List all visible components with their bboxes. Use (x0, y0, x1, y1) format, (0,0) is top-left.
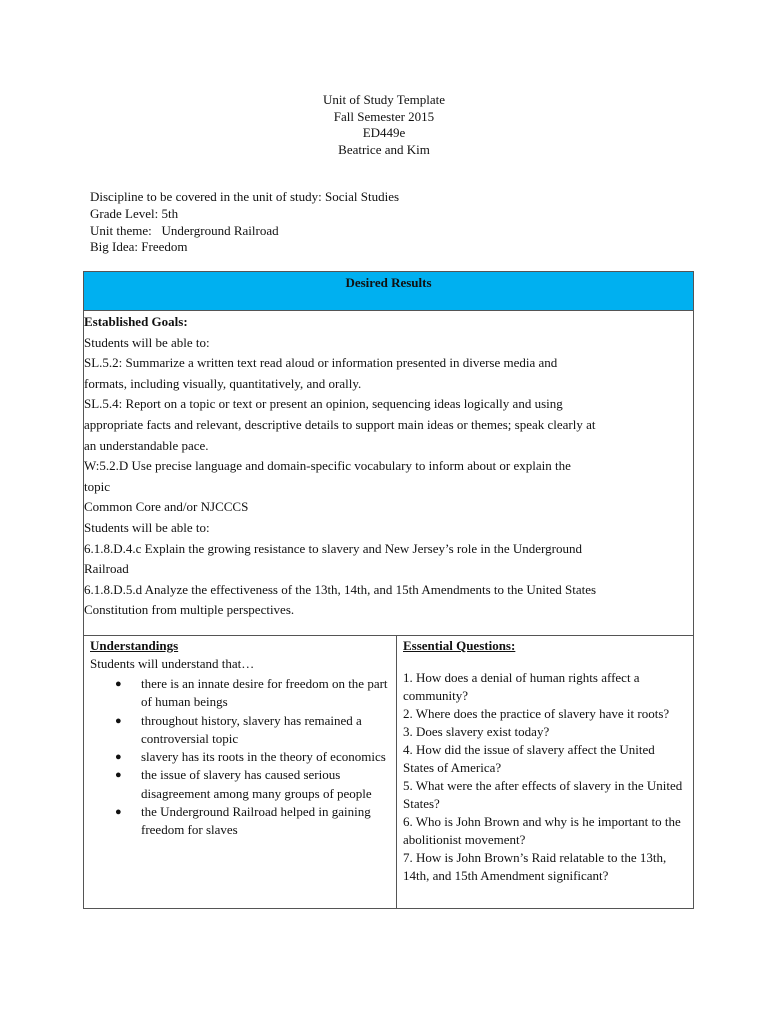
list-item (115, 803, 396, 840)
list-item (115, 766, 396, 803)
goal-line: Students will be able to: (84, 519, 210, 535)
list-item: 1. How does a denial of human rights affect a community? (403, 670, 640, 703)
list-item (115, 712, 396, 749)
goal-line: an understandable pace. (84, 437, 209, 453)
desired-results-table (83, 271, 694, 909)
bullet-icon: ● (115, 678, 122, 690)
discipline-line: Discipline to be covered in the unit of study: Social Studies (90, 189, 400, 204)
desired-results-heading: Desired Results (345, 275, 432, 290)
goal-line: Common Core and/or NJCCCS (84, 499, 249, 515)
understandings-cell (84, 636, 397, 909)
authors: Beatrice and Kim (338, 141, 430, 157)
understanding-text: the Underground Railroad helped in gaining freedom for slaves (141, 804, 371, 838)
goal-line: 6.1.8.D.4.c Explain the growing resistance to slavery and New Jersey’s role in the Underground (84, 540, 582, 556)
goal-line: Railroad (84, 561, 129, 577)
list-item: 7. How is John Brown’s Raid relatable to the 13th, 14th, and 15th Amendment significant? (403, 850, 667, 883)
bullet-icon: ● (115, 769, 122, 782)
goals-title: Established Goals: (84, 314, 188, 329)
theme-line: Unit theme: Underground Railroad (90, 222, 279, 238)
list-item: 3. Does slavery exist today? (403, 724, 550, 739)
unit-meta (90, 189, 399, 256)
goal-line: appropriate facts and relevant, descriptive details to support main ideas or themes; speak clearly at (84, 416, 596, 432)
bullet-icon: ● (115, 714, 122, 727)
semester: Fall Semester 2015 (333, 108, 435, 124)
understandings-title: Understandings (90, 638, 179, 653)
list-item: 5. What were the after effects of slavery in the United States? (403, 778, 683, 811)
list-item: 4. How did the issue of slavery affect the United States of America? (403, 742, 655, 775)
bullet-icon: ● (115, 806, 122, 819)
essential-questions-list (403, 669, 688, 885)
essential-questions-title: Essential Questions: (403, 638, 516, 653)
goal-line: topic (84, 478, 110, 494)
list-item: 2. Where does the practice of slavery have it roots? (403, 706, 670, 721)
big-idea-line: Big Idea: Freedom (90, 239, 188, 255)
doc-title: Unit of Study Template (323, 92, 445, 107)
understanding-text: the issue of slavery has caused serious disagreement among many groups of people (141, 767, 372, 801)
goal-line: formats, including visually, quantitatively, and orally. (84, 375, 362, 391)
list-item (115, 675, 396, 712)
understanding-text: there is an innate desire for freedom on the part of human beings (141, 676, 388, 710)
list-item (115, 748, 396, 766)
understanding-text: slavery has its roots in the theory of economics (141, 749, 386, 765)
course-code: ED449e (362, 125, 406, 140)
document-header (0, 92, 768, 158)
understandings-list (90, 675, 396, 840)
understandings-lead: Students will understand that… (90, 656, 255, 671)
established-goals-cell (84, 311, 694, 636)
goal-line: SL.5.4: Report on a topic or text or present an opinion, sequencing ideas logically and using (84, 396, 563, 412)
bullet-icon: ● (115, 751, 122, 764)
list-item: 6. Who is John Brown and why is he important to the abolitionist movement? (403, 814, 681, 847)
grade-line: Grade Level: 5th (90, 205, 179, 221)
understanding-text: throughout history, slavery has remained a controversial topic (141, 712, 362, 746)
goal-line: SL.5.2: Summarize a written text read aloud or information presented in diverse media and (84, 355, 558, 371)
goal-line: Constitution from multiple perspectives. (84, 602, 295, 618)
goal-line: Students will be able to: (84, 334, 210, 350)
goal-line: W:5.2.D Use precise language and domain-specific vocabulary to inform about or explain the (84, 458, 571, 474)
desired-results-header (84, 272, 694, 311)
goal-line: 6.1.8.D.5.d Analyze the effectiveness of the 13th, 14th, and 15th Amendments to the United States (84, 581, 597, 597)
essential-questions-cell (397, 636, 694, 909)
